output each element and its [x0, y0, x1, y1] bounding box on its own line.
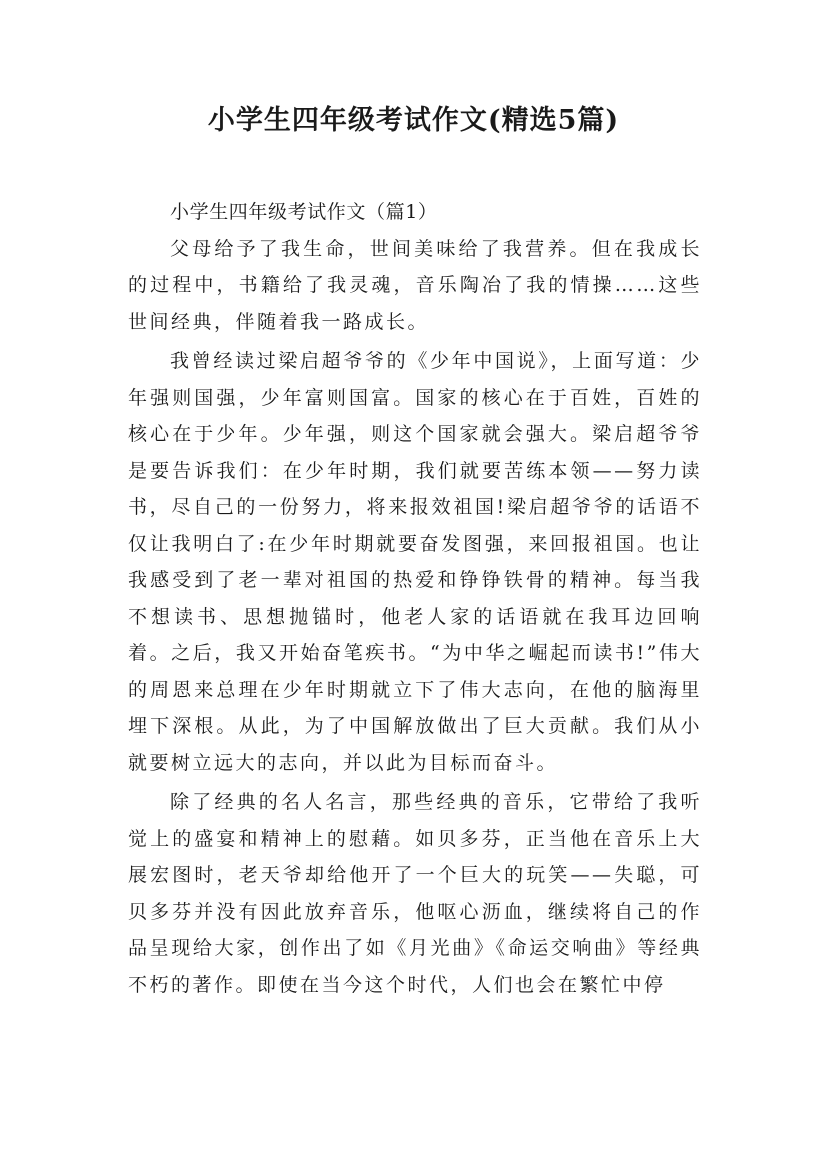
paragraph-1: 父母给予了我生命，世间美味给了我营养。但在我成长的过程中，书籍给了我灵魂，音乐陶冶了我的情操……这些世间经典，伴随着我一路成长。 [128, 237, 702, 333]
essay-subtitle: 小学生四年级考试作文（篇1） [170, 201, 438, 223]
document-body [128, 194, 702, 1003]
document-title: 小学生四年级考试作文(精选5篇) [207, 105, 620, 136]
paragraph-3: 除了经典的名人名言，那些经典的音乐，它带给了我听觉上的盛宴和精神上的慰藉。如贝多芬，正当他在音乐上大展宏图时，老天爷却给他开了一个巨大的玩笑——失聪，可贝多芬并没有因此放弃音乐，他呕心沥血，继续将自己的作品呈现给大家，创作出了如《月光曲》《命运交响曲》等经典不朽的著作。即使在当今这个时代，人们也会在繁忙中停 [128, 791, 702, 996]
paragraph-2: 我曾经读过梁启超爷爷的《少年中国说》，上面写道：少年强则国强，少年富则国富。国家的核心在于百姓，百姓的核心在于少年。少年强，则这个国家就会强大。梁启超爷爷是要告诉我们：在少年时期，我们就要苦练本领——努力读书，尽自己的一份努力，将来报效祖国!梁启超爷爷的话语不仅让我明白了:在少年时期就要奋发图强，来回报祖国。也让我感受到了老一辈对祖国的热爱和铮铮铁骨的精神。每当我不想读书、思想抛锚时，他老人家的话语就在我耳边回响着。之后，我又开始奋笔疾书。“为中华之崛起而读书!”伟大的周恩来总理在少年时期就立下了伟大志向，在他的脑海里埋下深根。从此，为了中国解放做出了巨大贡献。我们从小就要树立远大的志向，并以此为目标而奋斗。 [128, 350, 702, 774]
